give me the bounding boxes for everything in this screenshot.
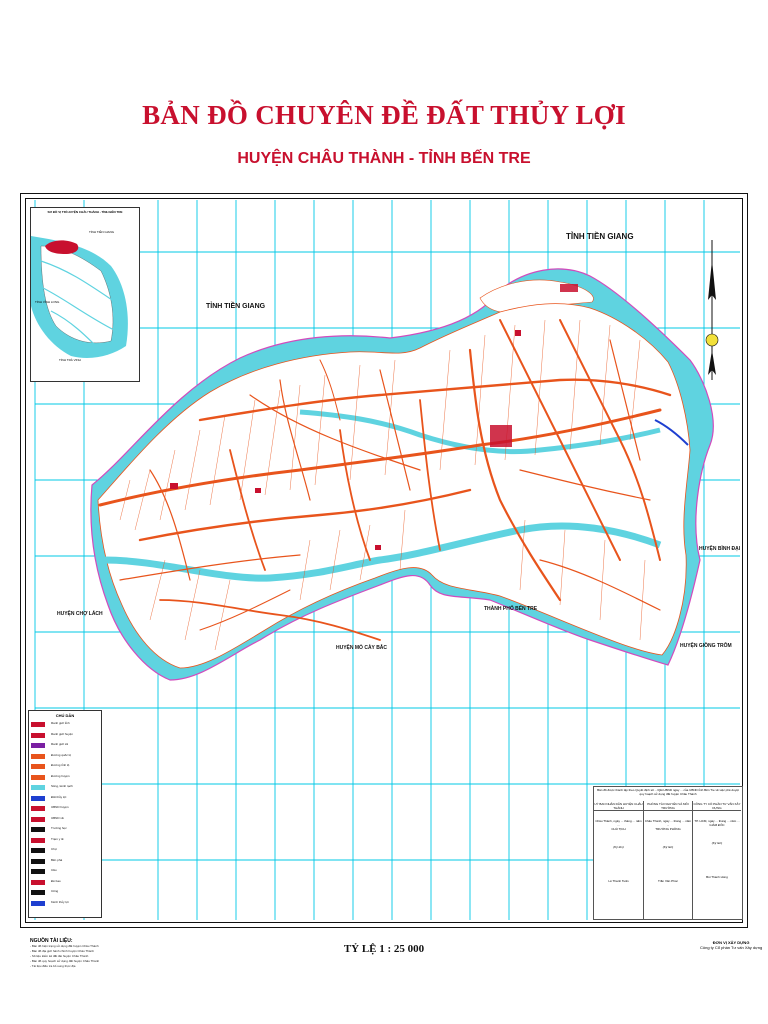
label-tien-giang-top: TỈNH TIỀN GIANG: [566, 232, 634, 241]
legend-item: [31, 795, 99, 803]
label-thanh-pho-ben-tre: THÀNH PHỐ BẾN TRE: [484, 606, 538, 612]
legend-label: Đường tỉnh lộ: [51, 763, 70, 767]
approval-col-sign: (Ký tên): [662, 845, 674, 849]
legend-item: [31, 879, 99, 887]
approval-col-district: [594, 801, 643, 919]
approval-col-head: PHÒNG TÀI NGUYÊN VÀ MÔI TRƯỜNG: [644, 801, 692, 811]
legend-item: [31, 732, 99, 740]
legend-symbol-icon: [31, 838, 45, 843]
legend-label: Chợ: [51, 847, 57, 851]
approval-col-head: UỶ BAN NHÂN DÂN HUYỆN CHÂU THÀNH: [594, 802, 643, 810]
legend-item: [31, 721, 99, 729]
legend-label: Sông, kênh rạch: [51, 784, 73, 788]
inset-label-tien-giang: TỈNH TIỀN GIANG: [89, 230, 115, 234]
approval-col-date: Châu Thành, ngày ... tháng ... năm ...: [595, 819, 642, 827]
legend-item: [31, 784, 99, 792]
legend-item: [31, 868, 99, 876]
legend-label: Bến phà: [51, 857, 63, 862]
legend-symbol-icon: [31, 817, 45, 822]
map-scale: TỶ LỆ 1 : 25 000: [343, 943, 425, 955]
legend-label: Đất thủy lợi: [51, 794, 67, 799]
legend-panel: [28, 710, 102, 918]
legend-symbol-icon: [31, 827, 45, 832]
location-inset-map: [30, 207, 140, 382]
approval-col-office: [643, 801, 692, 919]
author-block: [700, 940, 762, 950]
legend-symbol-icon: [31, 743, 45, 748]
legend-label: Đường quốc lộ: [51, 752, 71, 757]
notes-line: - Bản đồ địa giới hành chính huyện Châu Thành: [30, 949, 94, 953]
legend-symbol-icon: [31, 848, 45, 853]
approval-col-role: GIÁM ĐỐC: [709, 823, 725, 827]
legend-symbol-icon: [31, 764, 45, 769]
author-line: Công ty Cổ phần Tư vấn Xây dựng: [700, 945, 763, 950]
inset-label-vinh-long: TỈNH VĨNH LONG: [35, 300, 60, 304]
legend-symbol-icon: [31, 733, 45, 738]
legend-label: UBND huyện: [51, 805, 69, 809]
notes-line: - Tài liệu điều tra bổ sung thực địa: [30, 964, 76, 968]
approval-col-name: Bùi Thanh Hùng: [706, 875, 728, 879]
legend-item: [31, 837, 99, 845]
notes-heading: NGUỒN TÀI LIỆU:: [30, 938, 73, 944]
legend-item: [31, 826, 99, 834]
legend-symbol-icon: [31, 775, 45, 780]
approval-col-role: TRƯỞNG PHÒNG: [655, 827, 681, 831]
legend-label: Cầu: [51, 868, 57, 872]
approval-col-sign: (Ký tên): [613, 845, 624, 849]
inset-map-graphic: [31, 216, 139, 376]
notes-line: - Bản đồ quy hoạch sử dụng đất huyện Châu Thành: [30, 959, 100, 963]
approval-col-role: CHỦ TỊCH: [611, 827, 626, 831]
legend-item: [31, 742, 99, 750]
label-tien-giang-left: TỈNH TIỀN GIANG: [206, 303, 266, 310]
legend-label: Trường học: [51, 826, 67, 830]
legend-label: Ranh giới tỉnh: [51, 721, 70, 725]
inset-label-tra-vinh: TỈNH TRÀ VINH: [59, 358, 81, 362]
author-heading: ĐƠN VỊ XÂY DỰNG: [712, 940, 750, 945]
approval-decision-text: Bản đồ được thành lập theo Quyết định số .../QĐ-UBND ngày ... của UBND tỉnh Bến Tre về việc phê duyệt quy hoạch sử dụng đất huyện Châu Thành: [597, 788, 739, 796]
legend-label: Đê bao: [51, 878, 61, 883]
legend-item: [31, 753, 99, 761]
legend-label: Ranh giới xã: [51, 742, 68, 746]
legend-label: Kênh thủy lợi: [51, 899, 69, 904]
legend-symbol-icon: [31, 890, 45, 895]
legend-symbol-icon: [31, 722, 45, 727]
label-mo-cay-bac: HUYỆN MỎ CÀY BẮC: [336, 645, 388, 651]
legend-symbol-icon: [31, 754, 45, 759]
legend-item: [31, 816, 99, 824]
legend-symbol-icon: [31, 880, 45, 885]
approval-col-sign: (Ký tên): [711, 841, 723, 845]
legend-title: CHÚ DẪN: [55, 713, 75, 718]
approval-col-name: Trần Văn Phúc: [658, 879, 678, 883]
approval-col-date: TP. HCM, ngày ... tháng ... năm ...: [694, 819, 740, 823]
label-giong-trom: HUYỆN GIỒNG TRÔM: [680, 643, 732, 649]
legend-label: UBND xã: [51, 815, 64, 820]
approval-col-head: CÔNG TY CỔ PHẦN TƯ VẤN XÂY DỰNG: [693, 802, 741, 810]
legend-label: Đường huyện: [51, 773, 70, 778]
map-subtitle: HUYỆN CHÂU THÀNH - TỈNH BẾN TRE: [237, 150, 531, 167]
legend-symbol-icon: [31, 869, 45, 874]
legend-item: [31, 847, 99, 855]
legend-symbol-icon: [31, 785, 45, 790]
legend-symbol-icon: [31, 901, 45, 906]
legend-symbol-icon: [31, 796, 45, 801]
approval-col-name: Lê Thanh Tuấn: [608, 879, 629, 883]
notes-line: - Số liệu kiểm kê đất đai huyện Châu Thành: [30, 954, 89, 958]
legend-symbol-icon: [31, 806, 45, 811]
legend-item: [31, 889, 99, 897]
legend-label: Ranh giới huyện: [51, 731, 73, 736]
inset-title: SƠ ĐỒ VỊ TRÍ HUYỆN CHÂU THÀNH - TỈNH BẾN TRE: [47, 210, 123, 214]
north-arrow-icon: [704, 240, 720, 380]
approval-col-date: Châu Thành, ngày ... tháng ... năm ...: [644, 819, 692, 827]
label-binh-dai: HUYỆN BÌNH ĐẠI: [699, 546, 741, 552]
legend-item: [31, 763, 99, 771]
legend-item: [31, 805, 99, 813]
legend-symbol-icon: [31, 859, 45, 864]
legend-item: [31, 774, 99, 782]
legend-item: [31, 900, 99, 908]
label-cho-lach: HUYỆN CHỢ LÁCH: [57, 611, 103, 617]
legend-item: [31, 858, 99, 866]
map-title: BẢN ĐỒ CHUYÊN ĐỀ ĐẤT THỦY LỢI: [142, 100, 626, 130]
legend-label: Cống: [51, 889, 59, 893]
legend-label: Trạm y tế: [51, 836, 64, 841]
notes-line: - Bản đồ hiện trạng sử dụng đất huyện Châu Thành: [30, 944, 99, 948]
approval-col-company: [692, 801, 741, 919]
approval-block: [593, 786, 743, 920]
